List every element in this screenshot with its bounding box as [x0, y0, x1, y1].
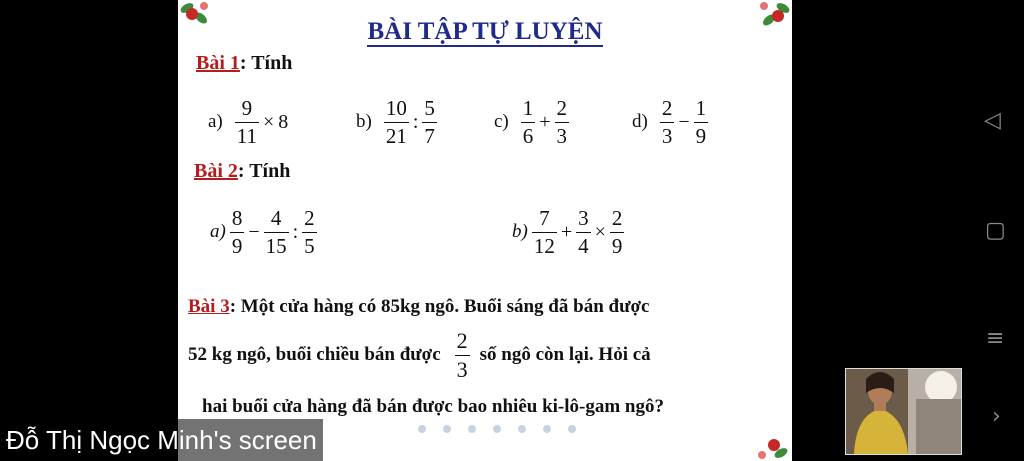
- exercise-2-item-b: b) $\frac{7}{12}$ + $\frac{3}{4}$ × $\frac{2}{9}$: [512, 205, 623, 258]
- screen-share-owner-label: Đỗ Thị Ngọc Minh's screen: [0, 419, 323, 461]
- exercise-1-label: Bài 1: [196, 52, 240, 74]
- corner-decoration-bottom-right: [756, 425, 792, 461]
- pagination-dot[interactable]: [443, 425, 451, 433]
- android-nav-bar: [968, 0, 1024, 461]
- pagination-dot[interactable]: [418, 425, 426, 433]
- participant-video-thumbnail[interactable]: [845, 368, 962, 455]
- exercise-3-line-3: hai buổi cửa hàng đã bán được bao nhiêu ki-lô-gam ngô?: [202, 396, 665, 417]
- menu-icon[interactable]: ≡: [986, 326, 1005, 351]
- next-arrow-icon[interactable]: ›: [992, 404, 1001, 429]
- exercise-2-item-a: a) $\frac{8}{9}$ − $\frac{4}{15}$ : $\frac{2}{5}$: [210, 205, 315, 258]
- pagination-dot[interactable]: [543, 425, 551, 433]
- exercise-1-heading: Bài 1: Tính: [196, 52, 293, 74]
- pagination-dot[interactable]: [493, 425, 501, 433]
- exercise-1-item-a: a) $\frac{9}{11}$ × 8: [208, 95, 289, 148]
- exercise-2-label: Bài 2: [194, 160, 238, 182]
- exercise-3-label: Bài 3: [188, 296, 230, 317]
- slide-pagination: [393, 425, 576, 433]
- pagination-dot[interactable]: [393, 425, 401, 433]
- pagination-dot[interactable]: [568, 425, 576, 433]
- slide-title: BÀI TẬP TỰ LUYỆN: [367, 18, 603, 45]
- exercise-1-item-b: b) $\frac{10}{21}$ : $\frac{5}{7}$: [356, 95, 435, 148]
- home-icon[interactable]: ▢: [985, 218, 1006, 243]
- exercise-1-item-d: d) $\frac{2}{3}$ − $\frac{1}{9}$: [632, 95, 707, 148]
- exercise-3-line-1: Bài 3: Một cửa hàng có 85kg ngô. Buổi sáng đã bán được: [188, 296, 650, 317]
- participant-video-image: [846, 369, 961, 454]
- pagination-dot[interactable]: [468, 425, 476, 433]
- exercise-3-fraction: $\frac{2}{3}$: [456, 327, 468, 382]
- exercise-3-line-2: 52 kg ngô, buổi chiều bán được $\frac{2}{3}$ số ngô còn lại. Hỏi cả: [188, 327, 651, 382]
- exercise-1-item-c: c) $\frac{1}{6}$ + $\frac{2}{3}$: [494, 95, 568, 148]
- exercise-2-heading: Bài 2: Tính: [194, 160, 291, 182]
- pagination-dot[interactable]: [518, 425, 526, 433]
- back-icon[interactable]: ◁: [984, 108, 1001, 133]
- shared-slide: [178, 0, 792, 461]
